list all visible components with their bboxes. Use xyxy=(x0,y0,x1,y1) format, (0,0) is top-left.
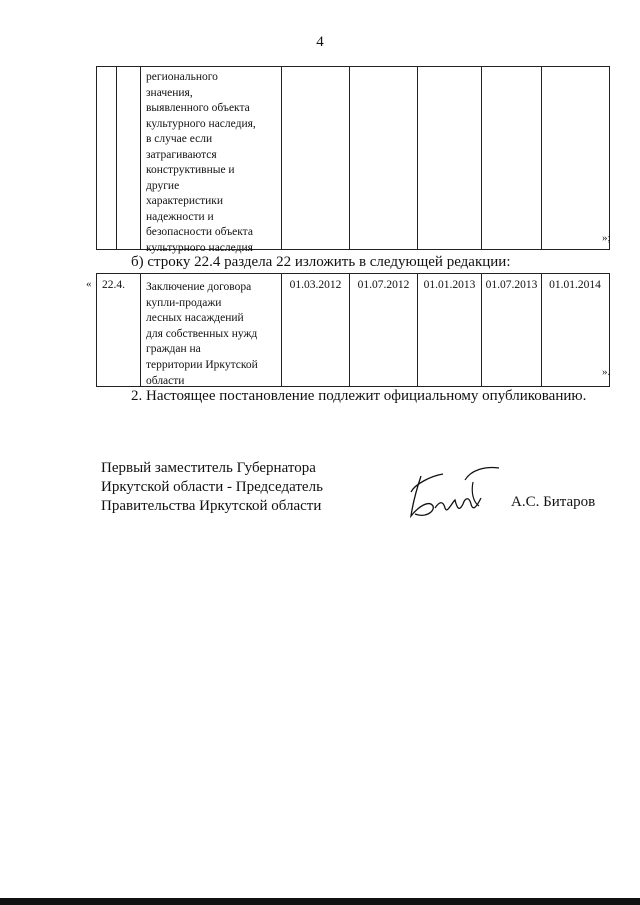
closing-quote: ». xyxy=(602,366,611,378)
column-divider xyxy=(140,274,141,386)
signer-title xyxy=(101,459,323,516)
text-line: другие xyxy=(146,179,180,192)
text-line: значения, xyxy=(146,86,193,99)
text-line: лесных насаждений xyxy=(146,312,244,325)
column-divider xyxy=(541,67,542,249)
text-line: конструктивные и xyxy=(146,164,235,176)
text-line: затрагиваются xyxy=(146,148,217,161)
closing-quote: »; xyxy=(602,232,611,244)
signer-title-line: Первый заместитель Губернатора xyxy=(101,460,316,476)
row-description xyxy=(146,280,276,389)
signer-title-line: Иркутской области - Председатель xyxy=(101,479,323,495)
scan-edge-bar xyxy=(0,898,640,905)
date-cell: 01.03.2012 xyxy=(289,279,342,291)
amendment-intro: б) строку 22.4 раздела 22 изложить в следующей редакции: xyxy=(131,254,511,270)
handwritten-signature xyxy=(405,462,505,524)
signer-title-line: Правительства Иркутской области xyxy=(101,498,322,514)
table-row-22-4 xyxy=(96,273,610,387)
table-cell-description xyxy=(146,70,277,256)
text-line: культурного наследия xyxy=(146,241,253,254)
text-line: граждан на xyxy=(146,343,201,356)
text-line: характеристики xyxy=(146,195,224,207)
text-line: территории Иркутской xyxy=(146,358,258,371)
signer-name: А.С. Битаров xyxy=(511,494,596,510)
date-cell: 01.01.2014 xyxy=(549,279,601,291)
text-line: надежности и xyxy=(146,210,214,223)
text-line: безопасности объекта xyxy=(146,226,253,238)
text-line: для собственных нужд xyxy=(146,327,258,340)
text-line: культурного наследия, xyxy=(146,117,256,130)
publication-clause: 2. Настоящее постановление подлежит официальному опубликованию. xyxy=(131,388,587,404)
column-divider xyxy=(140,67,141,249)
column-divider xyxy=(417,67,418,249)
text-line: купли-продажи xyxy=(146,296,222,309)
date-cell: 01.01.2013 xyxy=(423,279,476,291)
column-divider xyxy=(281,67,282,249)
row-number: 22.4. xyxy=(102,279,125,291)
text-line: выявленного объекта xyxy=(146,102,250,114)
column-divider xyxy=(349,67,350,249)
text-line: Заключение договора xyxy=(146,281,252,293)
page-number: 4 xyxy=(316,34,324,50)
opening-quote: « xyxy=(86,278,92,290)
text-line: регионального xyxy=(146,71,218,83)
text-line: области xyxy=(146,374,185,387)
column-divider xyxy=(116,67,117,249)
text-line: в случае если xyxy=(146,133,213,145)
column-divider xyxy=(481,67,482,249)
table-continuation xyxy=(96,66,610,254)
date-cell: 01.07.2013 xyxy=(485,279,538,291)
date-cell: 01.07.2012 xyxy=(357,279,410,291)
